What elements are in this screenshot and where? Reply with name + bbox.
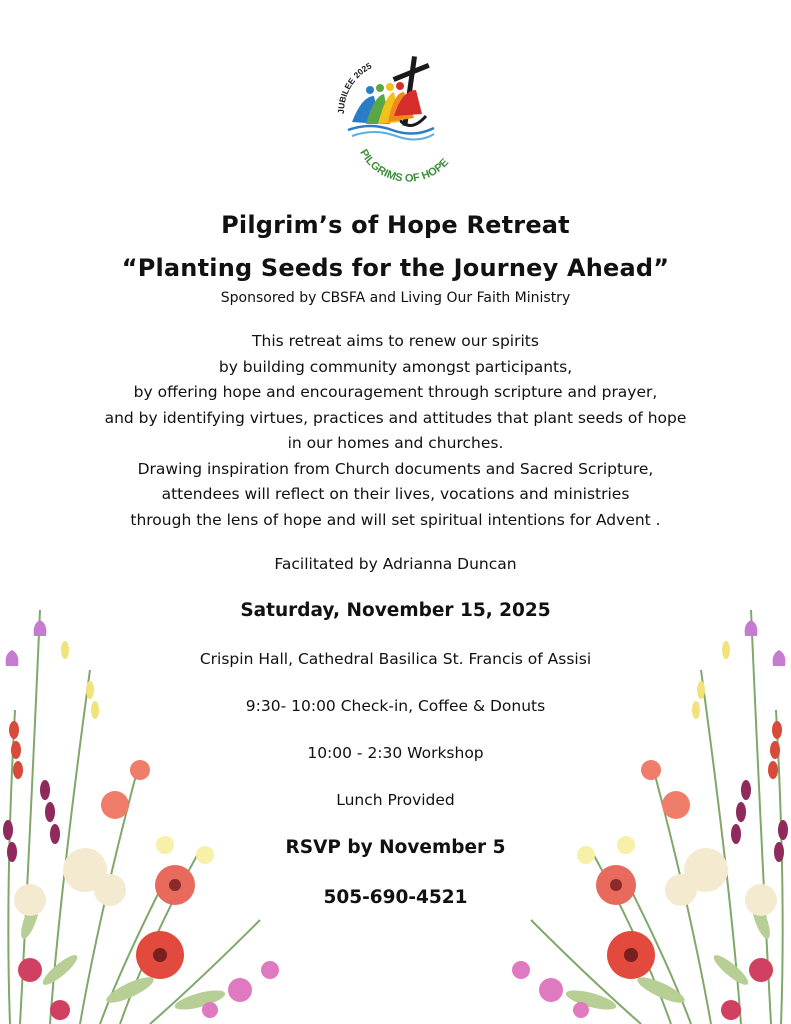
event-date: Saturday, November 15, 2025 [240, 600, 551, 621]
description-line: attendees will reflect on their lives, vocations and ministries [161, 485, 630, 503]
event-location: Crispin Hall, Cathedral Basilica St. Francis of Assisi [199, 650, 592, 668]
pilgrims-figures-icon [348, 82, 434, 140]
title-line-1: Pilgrim’s of Hope Retreat [221, 211, 570, 239]
description-line: by offering hope and encouragement through scripture and prayer, [133, 383, 658, 401]
description-line: This retreat aims to renew our spirits [252, 332, 539, 350]
description-line: by building community amongst participants, [218, 357, 573, 376]
workshop-time: 10:00 - 2:30 Workshop [307, 744, 484, 762]
rsvp-deadline: RSVP by November 5 [285, 837, 506, 858]
wildflowers-right-decoration [461, 590, 791, 1024]
phone-number: 505-690-4521 [323, 887, 468, 908]
wildflowers-left-decoration [0, 590, 330, 1024]
jubilee-logo [330, 52, 465, 182]
lunch-note: Lunch Provided [336, 791, 455, 809]
logo-bottom-text: PILGRIMS OF HOPE [357, 147, 452, 182]
description [0, 329, 791, 533]
description-line: and by identifying virtues, practices and attitudes that plant seeds of hope [104, 408, 687, 427]
title-line-2: “Planting Seeds for the Journey Ahead” [121, 254, 670, 282]
checkin-time: 9:30- 10:00 Check-in, Coffee & Donuts [245, 697, 546, 715]
description-line: through the lens of hope and will set spiritual intentions for Advent . [130, 510, 661, 529]
description-line: Drawing inspiration from Church documents and Sacred Scripture, [137, 459, 654, 478]
sponsor-line: Sponsored by CBSFA and Living Our Faith Ministry [220, 290, 571, 306]
facilitator: Facilitated by Adrianna Duncan [274, 555, 517, 573]
description-line: in our homes and churches. [287, 434, 504, 452]
logo-top-text: JUBILEE 2025 [335, 60, 374, 115]
svg-text:PILGRIMS OF HOPE [357, 147, 451, 182]
